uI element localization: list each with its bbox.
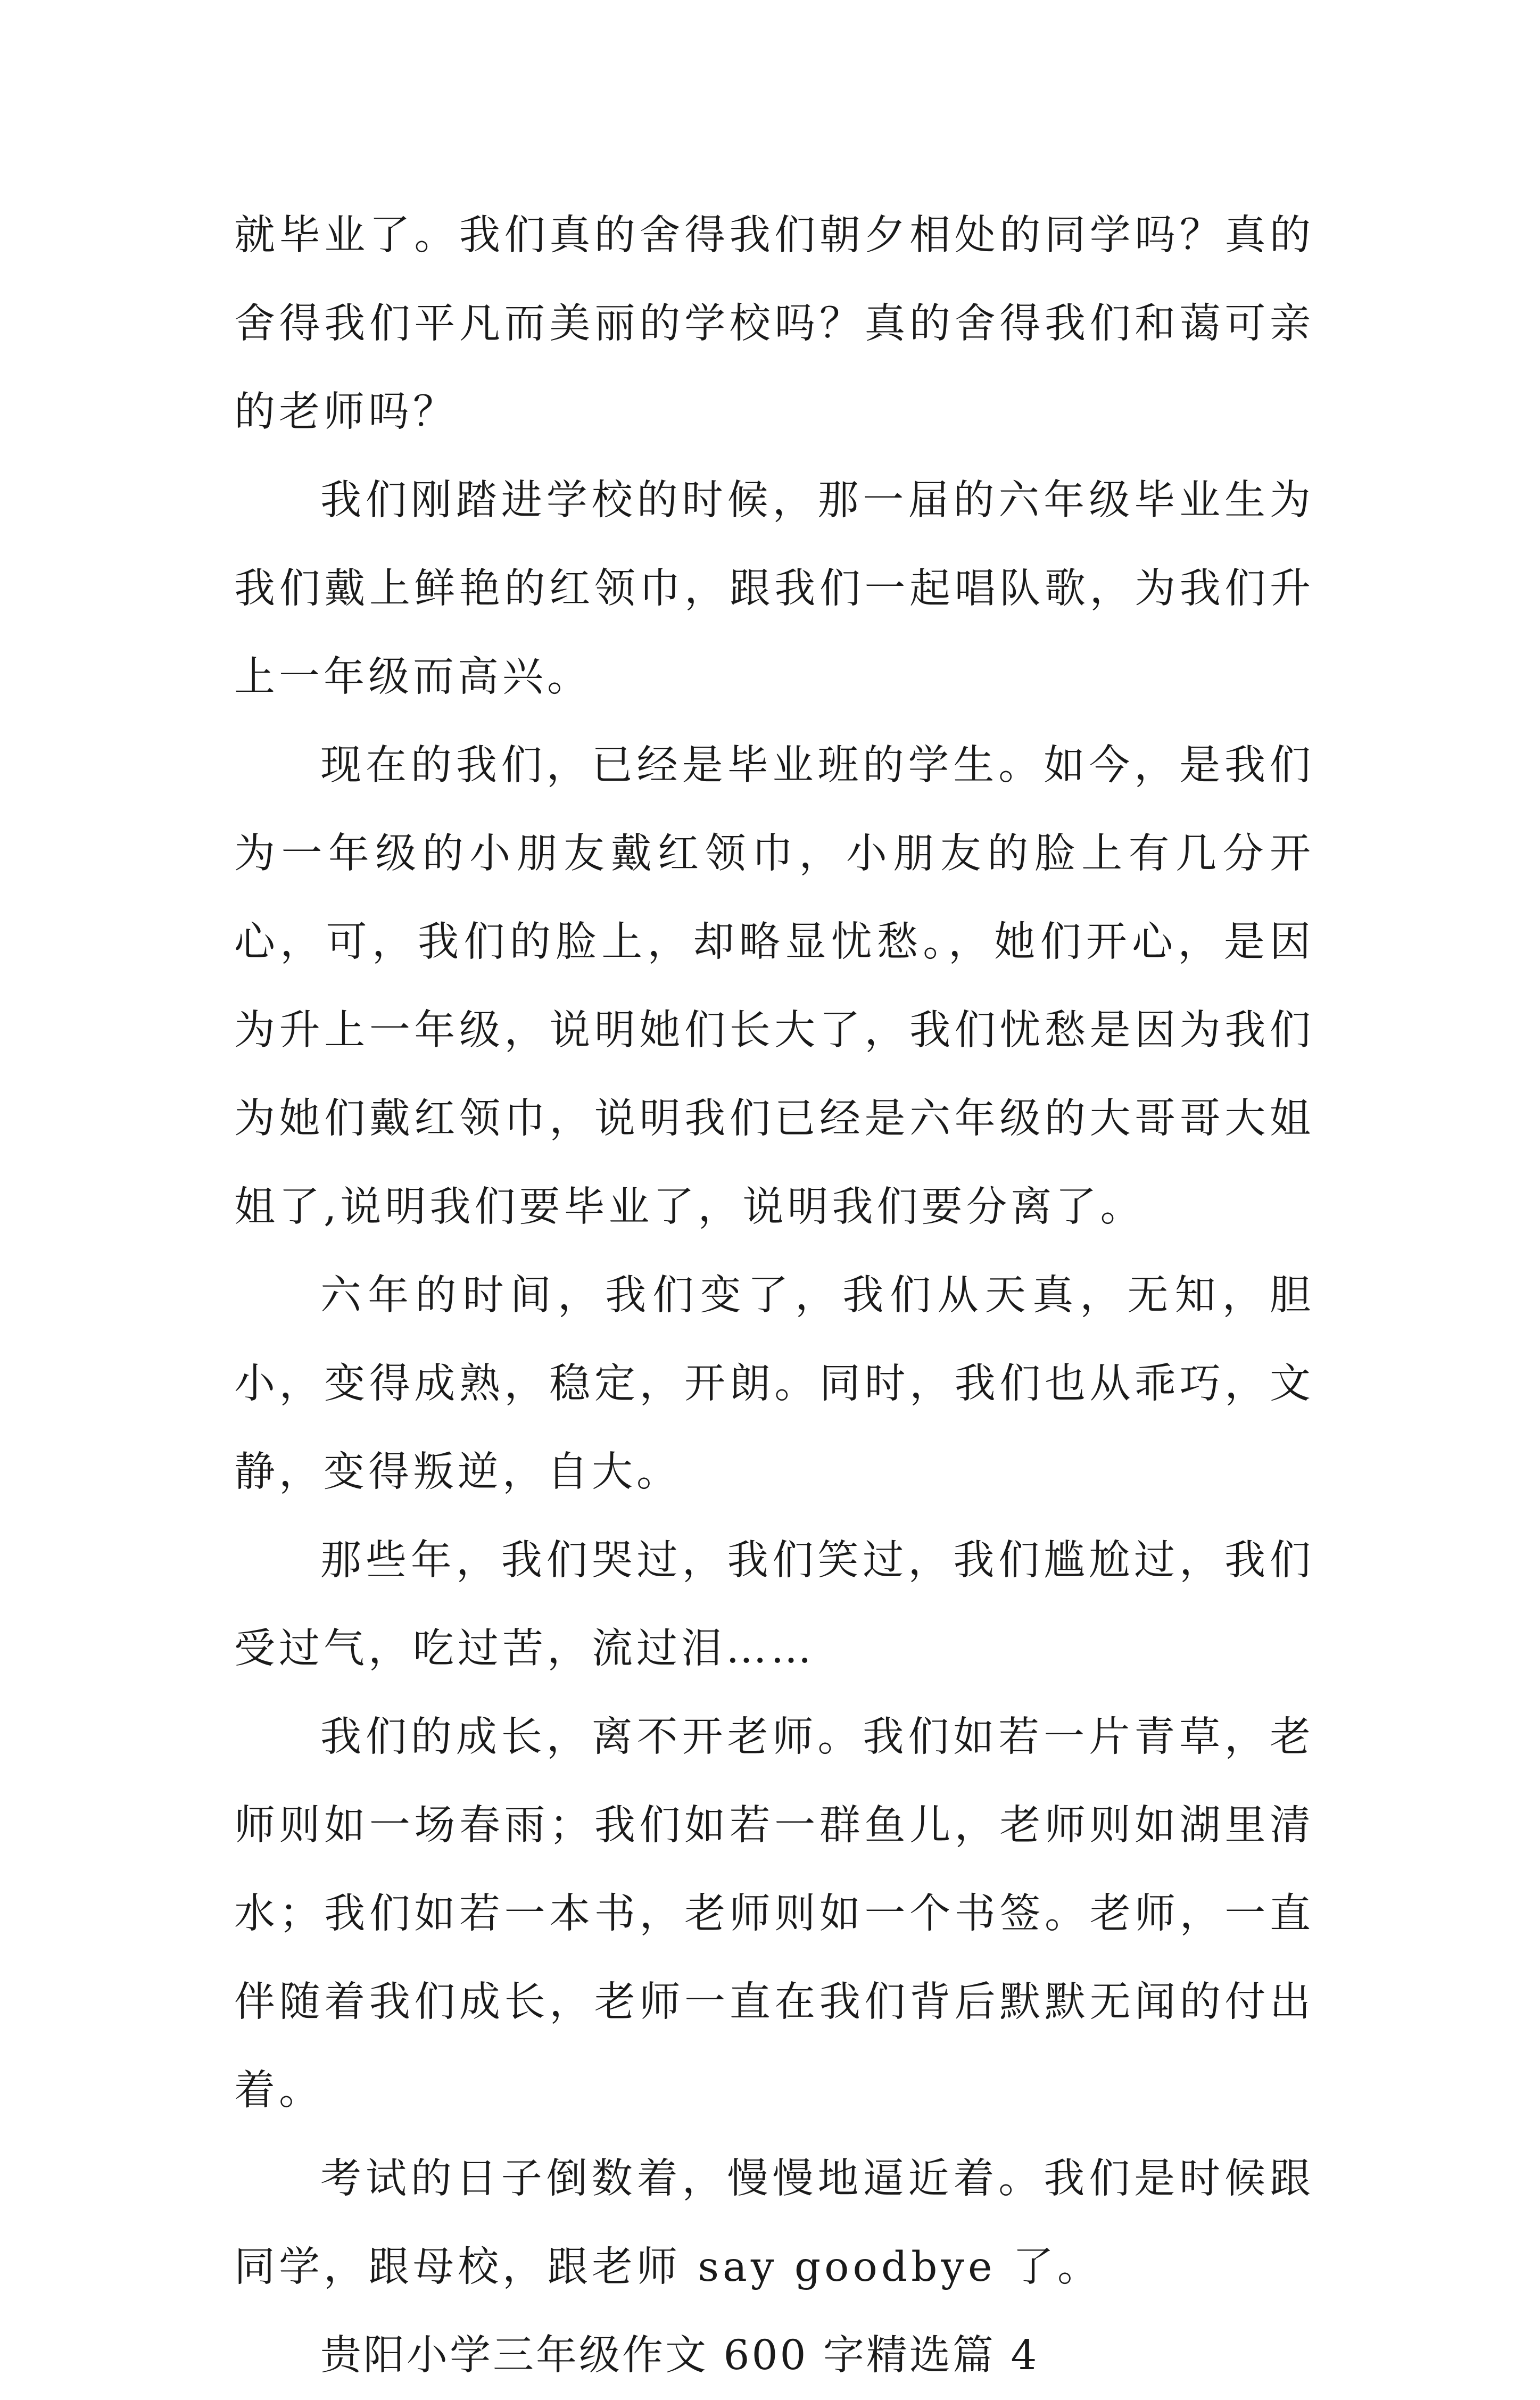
paragraph-5: 那些年，我们哭过，我们笑过，我们尴尬过，我们受过气，吃过苦，流过泪……	[234, 1537, 1314, 1673]
paragraph-1: 就毕业了。我们真的舍得我们朝夕相处的同学吗？真的舍得我们平凡而美丽的学校吗？真的舍得我们和蔼可亲的老师吗？	[234, 212, 1314, 436]
paragraph-4: 六年的时间，我们变了，我们从天真，无知，胆小，变得成熟，稳定，开朗。同时，我们也从乖巧，文静，变得叛逆，自大。	[234, 1272, 1314, 1496]
document-body	[234, 192, 1314, 2400]
paragraph-7: 考试的日子倒数着，慢慢地逼近着。我们是时候跟同学，跟母校，跟老师 say goodbye 了。	[234, 2155, 1314, 2291]
section-heading: 贵阳小学三年级作文 600 字精选篇 4	[320, 2332, 1039, 2379]
paragraph-6: 我们的成长，离不开老师。我们如若一片青草，老师则如一场春雨；我们如若一群鱼儿，老师则如湖里清水；我们如若一本书，老师则如一个书签。老师，一直伴随着我们成长，老师一直在我们背后默默无闻的付出着。	[234, 1714, 1314, 2114]
paragraph-2: 我们刚踏进学校的时候，那一届的六年级毕业生为我们戴上鲜艳的红领巾，跟我们一起唱队歌，为我们升上一年级而高兴。	[234, 477, 1314, 701]
paragraph-3: 现在的我们，已经是毕业班的学生。如今，是我们为一年级的小朋友戴红领巾，小朋友的脸上有几分开心，可，我们的脸上，却略显忧愁。，她们开心，是因为升上一年级，说明她们长大了，我们忧愁是因为我们为她们戴红领巾，说明我们已经是六年级的大哥哥大姐姐了,说明我们要毕业了，说明我们要分离了。	[234, 742, 1314, 1231]
